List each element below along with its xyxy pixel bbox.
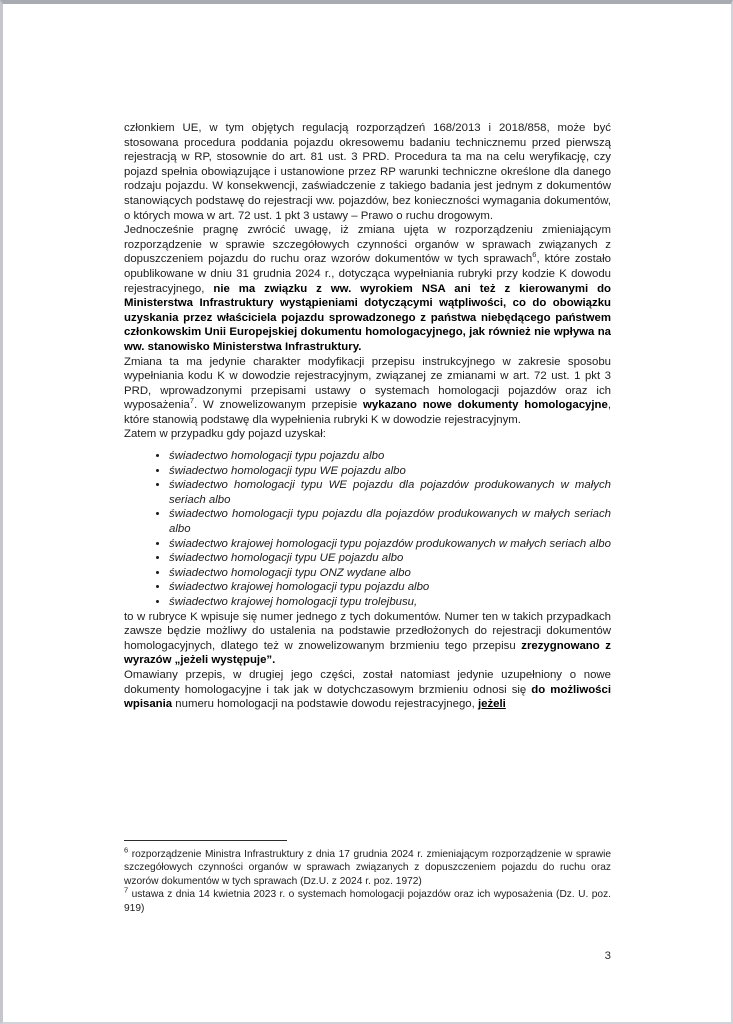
bold-text: nie ma związku z ww. wyrokiem NSA ani też z kierowanymi do Ministerstwa Infrastruktury wystąpieniami dotyczącymi wątpliwości, co do obowiązku uzyskania przez właściciela pojazdu sprowadzonego z państwa niebędącego państwem członkowskim Unii Europejskiej dokumentu homologacyjnego, jak również nie wpływa na ww. stanowisko Ministerstwa Infrastruktury. bbox=[124, 282, 611, 353]
footnote-7 bbox=[124, 885, 611, 915]
body-text: Omawiany przepis, w drugiej jego części, został natomiast jedynie uzupełniony o nowe dokumenty homologacyjne i tak jak w dotychczasowym brzmieniu odnosi się bbox=[124, 668, 611, 696]
paragraph-provision-supplement bbox=[124, 668, 611, 712]
body-text: numeru homologacji na podstawie dowodu rejestracyjnego, bbox=[172, 698, 478, 711]
page-number: 3 bbox=[604, 950, 611, 962]
bold-text: wykazano nowe dokumenty homologacyjne bbox=[363, 399, 608, 412]
footnote-ref-6: 6 bbox=[532, 250, 537, 260]
paragraph-amendment-notice bbox=[124, 223, 611, 354]
list-item: • świadectwo homologacji typu ONZ wydane albo bbox=[169, 566, 611, 581]
paragraph-modification-nature bbox=[124, 355, 611, 428]
list-item: • świadectwo homologacji typu pojazdu albo bbox=[169, 449, 611, 464]
footnote-marker: 6 bbox=[124, 845, 129, 855]
body-text: , które zostało opublikowane w dniu 31 grudnia 2024 r., dotycząca wypełniania rubryki przy kodzie K dowodu rejestracyjnego, bbox=[124, 253, 611, 295]
footnote-marker: 7 bbox=[124, 885, 129, 895]
homologation-documents-list bbox=[124, 449, 611, 610]
list-item: • świadectwo homologacji typu WE pojazdu albo bbox=[169, 464, 611, 479]
footnote-ref-7: 7 bbox=[189, 396, 195, 406]
footnote-text: ustawa z dnia 14 kwietnia 2023 r. o systemach homologacji pojazdów oraz ich wyposażenia (Dz. U. poz. 919) bbox=[124, 889, 611, 914]
body-text: to w rubryce K wpisuje się numer jednego z tych dokumentów. Numer ten w takich przypadkach zawsze będzie możliwy do ustalenia na podstawie przedłożonych do rejestracji dokumentów homologacyjnych, dlatego też w znowelizowanym brzmieniu tego przepisu bbox=[124, 610, 611, 652]
paragraph-inspection-procedure bbox=[124, 121, 611, 223]
body-text: członkiem UE, w tym objętych regulacją rozporządzeń 168/2013 i 2018/858, może być stosowana procedura poddania pojazdu okresowemu badaniu technicznemu przed pierwszą rejestracją w RP, stosownie do art. 81 ust. 3 PRD. Procedura ta ma na celu weryfikację, czy pojazd spełnia obowiązujące i ustanowione przez RP warunki techniczne określone dla danego rodzaju pojazdu. W konsekwencji, zaświadczenie z takiego badania jest jednym z dokumentów stanowiących podstawę do rejestracji ww. pojazdów, bez konieczności wymagania dokumentów, o których mowa w art. 72 ust. 1 pkt 3 ustawy – Prawo o ruchu drogowym. bbox=[124, 122, 611, 222]
document-content bbox=[124, 121, 611, 712]
body-text: Zatem w przypadku gdy pojazd uzyskał: bbox=[124, 428, 326, 441]
list-item: • świadectwo krajowej homologacji typu pojazdów produkowanych w małych seriach albo bbox=[169, 537, 611, 552]
bold-text: zrezygnowano z wyrazów „jeżeli występuje”. bbox=[124, 639, 611, 667]
bold-underline-text: jeżeli bbox=[477, 698, 506, 711]
list-item: • świadectwo krajowej homologacji typu trolejbusu, bbox=[169, 595, 611, 610]
footnote-text: rozporządzenie Ministra Infrastruktury z dnia 17 grudnia 2024 r. zmieniającym rozporządzenie w sprawie szczegółowych czynności organów w sprawach związanych z dopuszczeniem pojazdu do ruchu oraz wzorów dokumentów w tych sprawach (Dz.U. z 2024 r. poz. 1972) bbox=[124, 849, 611, 887]
footnote-separator bbox=[124, 840, 287, 841]
paragraph-rubric-k-entry bbox=[124, 610, 611, 668]
footnote-6 bbox=[124, 845, 611, 888]
list-item: • świadectwo homologacji typu UE pojazdu albo bbox=[169, 551, 611, 566]
body-text: . W znowelizowanym przepisie bbox=[194, 399, 364, 412]
footnotes-section bbox=[124, 845, 611, 915]
bold-text: do możliwości wpisania bbox=[124, 683, 611, 711]
body-text: , które stanowią podstawę dla wypełnienia rubryki K w dowodzie rejestracyjnym. bbox=[124, 399, 611, 426]
list-item: • świadectwo homologacji typu pojazdu dla pojazdów produkowanych w małych seriach albo bbox=[169, 507, 611, 536]
paragraph-list-intro bbox=[124, 427, 611, 442]
list-item: • świadectwo homologacji typu WE pojazdu dla pojazdów produkowanych w małych seriach albo bbox=[169, 478, 611, 507]
list-item: • świadectwo krajowej homologacji typu pojazdu albo bbox=[169, 580, 611, 595]
body-text: Jednocześnie pragnę zwrócić uwagę, iż zmiana ujęta w rozporządzeniu zmieniającym rozporządzenie w sprawie szczegółowych czynności organów w sprawach związanych z dopuszczeniem pojazdu do ruchu oraz wzorów dokumentów w tych sprawach bbox=[124, 224, 611, 266]
body-text: Zmiana ta ma jedynie charakter modyfikacji przepisu instrukcyjnego w zakresie sposobu wypełniania kodu K w dowodzie rejestracyjnym, związanej ze zmianami w art. 72 ust. 1 pkt 3 PRD, wprowadzonymi przepisami ustawy o systemach homologacji pojazdów oraz ich wyposażenia bbox=[124, 355, 611, 412]
